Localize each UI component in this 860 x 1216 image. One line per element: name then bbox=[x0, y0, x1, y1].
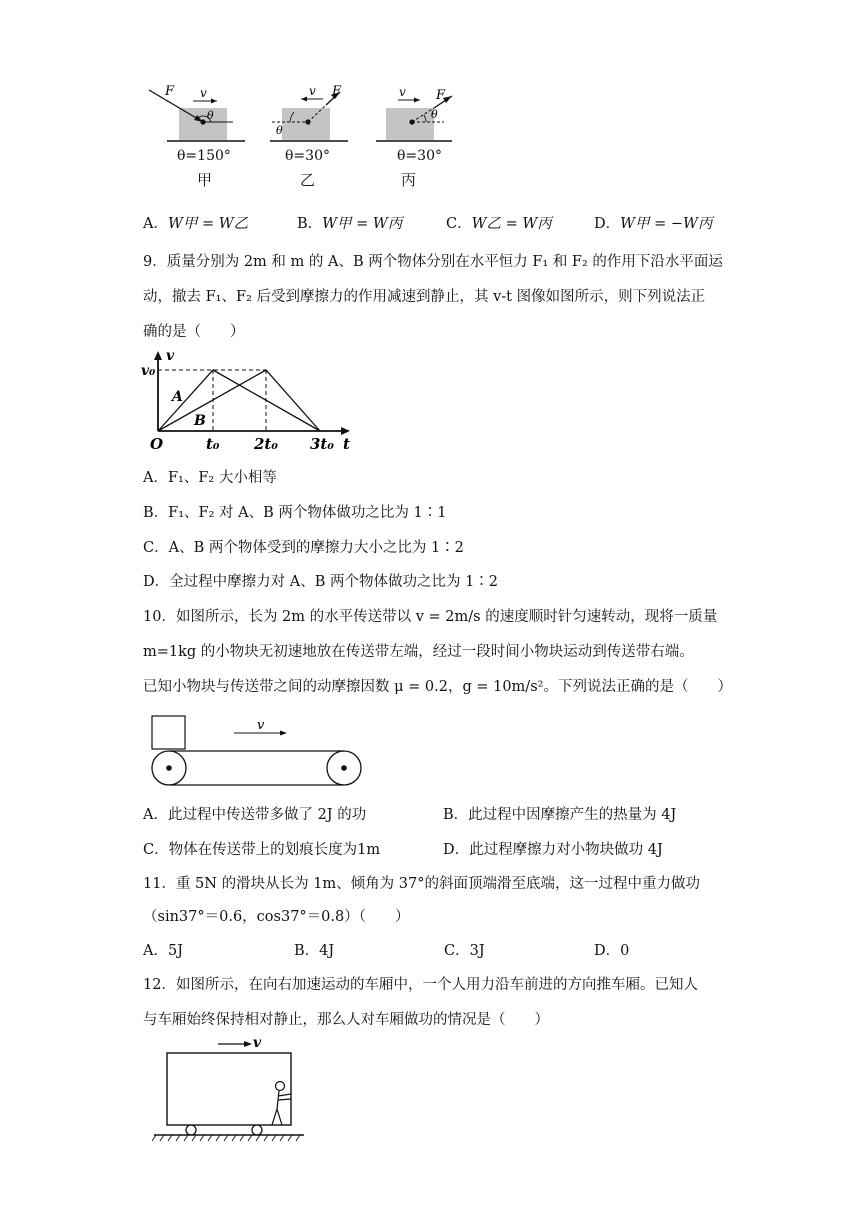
t3-label: 3t₀ bbox=[310, 435, 334, 453]
q12-car-figure bbox=[152, 1034, 312, 1146]
q10-option-b: B．此过程中因摩擦产生的热量为 4J bbox=[443, 807, 677, 823]
v-label: v bbox=[200, 86, 207, 100]
point bbox=[409, 119, 414, 124]
v-label: v bbox=[309, 84, 316, 98]
t2-label: 2t₀ bbox=[254, 435, 278, 453]
label-a: A bbox=[172, 389, 183, 405]
v-arrowhead bbox=[414, 98, 420, 103]
force-label: F bbox=[165, 84, 175, 99]
block bbox=[282, 108, 330, 140]
q8-figure-jia bbox=[145, 82, 260, 150]
q10-option-d: D．此过程摩擦力对小物块做功 4J bbox=[443, 842, 663, 858]
v-label: v bbox=[253, 1035, 262, 1051]
q11-option-a: A．5J bbox=[143, 943, 184, 959]
q8-option-d: D．W甲 = −W丙 bbox=[594, 216, 713, 232]
q11-option-b: B．4J bbox=[294, 943, 335, 959]
q9-stem-line-3: 确的是（ ） bbox=[143, 324, 245, 340]
q10-option-c: C．物体在传送带上的划痕长度为1m bbox=[143, 842, 381, 858]
v-arrowhead bbox=[280, 731, 287, 736]
q8-figure-bing bbox=[376, 82, 486, 150]
q10-stem-line-2: m=1kg 的小物块无初速地放在传送带左端，经过一段时间小物块运动到传送带右端。 bbox=[143, 644, 694, 660]
v-arrowhead bbox=[211, 99, 217, 104]
ground-hatching bbox=[152, 1135, 300, 1141]
theta-label: θ bbox=[207, 109, 214, 122]
v-label: v bbox=[399, 85, 406, 99]
q9-stem-line-2: 动，撤去 F₁、F₂ 后受到摩擦力的作用减速到静止，其 v-t 图像如图所示，则下列说法正 bbox=[143, 289, 706, 305]
t-axis-arrowhead bbox=[341, 427, 350, 435]
theta-label: θ bbox=[431, 108, 438, 121]
v-axis-arrowhead bbox=[154, 351, 162, 360]
force-label: F bbox=[332, 84, 342, 99]
origin-label: O bbox=[150, 435, 164, 453]
v-axis-label: v bbox=[166, 348, 175, 364]
q10-stem-line-1: 10．如图所示，长为 2m 的水平传送带以 v = 2m/s 的速度顺时针匀速转动，现将一质量 bbox=[143, 609, 718, 625]
force-line bbox=[149, 90, 203, 122]
q10-stem-line-3: 已知小物块与传送带之间的动摩擦因数 μ = 0.2，g = 10m/s²。下列说法正确的是（ ） bbox=[143, 679, 732, 695]
car-body bbox=[167, 1053, 291, 1125]
q8-name-bing: 丙 bbox=[401, 171, 417, 189]
force-label: F bbox=[436, 88, 446, 103]
q9-option-b: B．F₁、F₂ 对 A、B 两个物体做功之比为 1∶1 bbox=[143, 505, 447, 521]
q8-angle-jia: θ=150° bbox=[177, 148, 231, 164]
q9-option-d: D．全过程中摩擦力对 A、B 两个物体做功之比为 1∶2 bbox=[143, 574, 499, 590]
right-pulley-axle bbox=[341, 765, 347, 771]
q9-option-a: A．F₁、F₂ 大小相等 bbox=[143, 470, 277, 486]
q8-option-a: A．W甲 = W乙 bbox=[143, 216, 249, 232]
v-arrowhead bbox=[301, 97, 307, 102]
q11-option-c: C．3J bbox=[444, 943, 485, 959]
t-axis-label: t bbox=[343, 435, 350, 453]
q9-option-c: C．A、B 两个物体受到的摩擦力大小之比为 1∶2 bbox=[143, 540, 464, 556]
q10-conveyor-figure bbox=[148, 712, 368, 790]
q9-stem-line-1: 9．质量分别为 2m 和 m 的 A、B 两个物体分别在水平恒力 F₁ 和 F₂ 的作用下沿水平面运 bbox=[143, 254, 723, 270]
q10-option-a: A．此过程中传送带多做了 2J 的功 bbox=[143, 807, 367, 823]
q8-option-b: B．W甲 = W丙 bbox=[297, 216, 403, 232]
v-arrowhead bbox=[244, 1041, 252, 1047]
left-pulley-axle bbox=[166, 765, 172, 771]
q8-angle-bing: θ=30° bbox=[397, 148, 442, 164]
t0-label: t₀ bbox=[206, 435, 220, 453]
right-wheel bbox=[252, 1125, 262, 1135]
v0-label: v₀ bbox=[141, 363, 156, 379]
left-wheel bbox=[186, 1125, 196, 1135]
q12-stem-line-2: 与车厢始终保持相对静止，那么人对车厢做功的情况是（ ） bbox=[143, 1012, 549, 1028]
q12-stem-line-1: 12．如图所示，在向右加速运动的车厢中，一个人用力沿车前进的方向推车厢。已知人 bbox=[143, 977, 698, 993]
small-block bbox=[152, 716, 185, 749]
q11-option-d: D．0 bbox=[594, 943, 630, 959]
q11-stem-line-2: （sin37°＝0.6，cos37°＝0.8）（ ） bbox=[143, 909, 410, 925]
theta-label: θ bbox=[276, 124, 283, 137]
q9-vt-graph bbox=[140, 346, 365, 454]
q8-option-c: C．W乙 = W丙 bbox=[446, 216, 552, 232]
q8-angle-yi: θ=30° bbox=[285, 148, 330, 164]
point bbox=[200, 119, 205, 124]
q8-figure-yi bbox=[268, 82, 378, 150]
q11-stem-line-1: 11．重 5N 的滑块从长为 1m、倾角为 37°的斜面顶端滑至底端，这一过程中重力做功 bbox=[143, 876, 700, 892]
label-b: B bbox=[194, 413, 206, 429]
q8-name-jia: 甲 bbox=[197, 171, 213, 189]
point bbox=[305, 119, 310, 124]
v-label: v bbox=[257, 718, 265, 733]
q8-name-yi: 乙 bbox=[300, 171, 316, 189]
